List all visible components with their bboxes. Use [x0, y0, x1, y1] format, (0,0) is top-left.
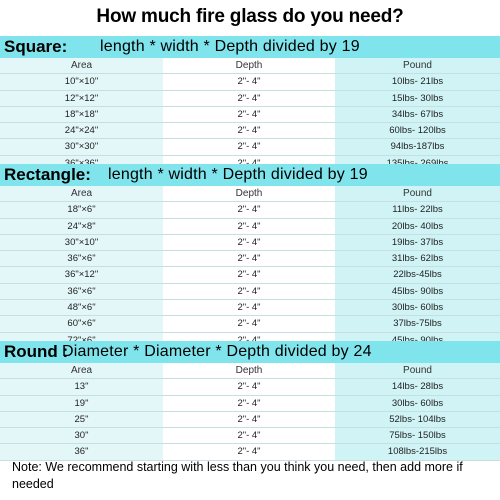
section-formula: length * width * Depth divided by 19 — [108, 166, 368, 183]
pound-cell: 15lbs- 30lbs — [391, 92, 444, 104]
rectangle-section-header — [0, 164, 500, 186]
column-header: Depth — [235, 188, 263, 199]
table-row — [0, 139, 500, 155]
depth-cell: 2"- 4" — [237, 285, 261, 297]
depth-cell: 2"- 4" — [237, 269, 261, 281]
area-cell: 19" — [74, 397, 89, 409]
pound-cell: 94lbs-187lbs — [390, 141, 445, 153]
area-cell: 48"×6" — [67, 302, 96, 314]
table-row — [0, 107, 500, 123]
depth-cell: 2"- 4" — [237, 302, 261, 314]
pound-cell: 22lbs-45lbs — [393, 269, 442, 281]
depth-cell: 2"- 4" — [237, 381, 261, 393]
pound-cell: 108lbs-215lbs — [387, 446, 448, 458]
area-cell: 24"×24" — [64, 125, 99, 137]
pound-cell: 45lbs- 90lbs — [391, 285, 444, 297]
column-header: Area — [70, 188, 93, 199]
section-formula: Diameter * Diameter * Depth divided by 24 — [62, 343, 372, 360]
pound-cell: 60lbs- 120lbs — [389, 125, 446, 137]
depth-cell: 2"- 4" — [237, 397, 261, 409]
table-row — [0, 219, 500, 235]
section-name: Rectangle: — [4, 165, 91, 184]
table-row — [0, 412, 500, 428]
table-row — [0, 284, 500, 300]
depth-cell: 2"- 4" — [237, 253, 261, 265]
pound-cell: 20lbs- 40lbs — [391, 220, 444, 232]
page-title: How much fire glass do you need? — [96, 6, 404, 27]
table-row — [0, 396, 500, 412]
rectangle-table — [0, 186, 500, 349]
section-name: Round : — [4, 342, 69, 361]
pound-cell: 37lbs-75lbs — [393, 318, 442, 330]
round-table — [0, 363, 500, 461]
pound-cell: 52lbs- 104lbs — [389, 413, 446, 425]
pound-cell: 30lbs- 60lbs — [391, 397, 444, 409]
depth-cell: 2"- 4" — [237, 76, 261, 88]
area-cell: 36" — [74, 446, 89, 458]
table-row — [0, 251, 500, 267]
pound-cell: 75lbs- 150lbs — [389, 430, 446, 442]
table-row — [0, 428, 500, 444]
depth-cell: 2"- 4" — [237, 318, 261, 330]
depth-cell: 2"- 4" — [237, 204, 261, 216]
column-header: Depth — [235, 365, 263, 376]
depth-cell: 2"- 4" — [237, 220, 261, 232]
pound-cell: 30lbs- 60lbs — [391, 302, 444, 314]
area-cell: 30"×30" — [64, 141, 99, 153]
table-row — [0, 235, 500, 251]
depth-cell: 2"- 4" — [237, 141, 261, 153]
square-section-header — [0, 36, 500, 58]
square-table — [0, 58, 500, 172]
pound-cell: 10lbs- 21lbs — [391, 76, 444, 88]
depth-cell: 2"- 4" — [237, 92, 261, 104]
column-header: Pound — [403, 60, 432, 71]
pound-cell: 14lbs- 28lbs — [391, 381, 444, 393]
round-section-header — [0, 341, 500, 363]
pound-cell: 34lbs- 67lbs — [391, 108, 444, 120]
section-name: Square: — [4, 37, 68, 56]
recommendation-note: Note: We recommend starting with less than you think you need, then add more if needed — [12, 460, 463, 491]
pound-cell: 31lbs- 62lbs — [391, 253, 444, 265]
table-row — [0, 267, 500, 283]
area-cell: 12"×12" — [64, 92, 99, 104]
table-row — [0, 300, 500, 316]
table-header-row — [0, 363, 500, 379]
area-cell: 13" — [74, 381, 89, 393]
pound-cell: 11lbs- 22lbs — [392, 204, 443, 216]
section-formula: length * width * Depth divided by 19 — [100, 38, 360, 55]
area-cell: 10"×10" — [64, 76, 99, 88]
table-row — [0, 379, 500, 395]
area-cell: 18"×6" — [67, 204, 96, 216]
column-header: Area — [70, 365, 93, 376]
depth-cell: 2"- 4" — [237, 430, 261, 442]
column-header: Pound — [403, 365, 432, 376]
table-header-row — [0, 58, 500, 74]
table-row — [0, 123, 500, 139]
depth-cell: 2"- 4" — [237, 446, 261, 458]
column-header: Depth — [235, 60, 263, 71]
depth-cell: 2"- 4" — [237, 413, 261, 425]
depth-cell: 2"- 4" — [237, 108, 261, 120]
table-row — [0, 202, 500, 218]
column-header: Area — [70, 60, 93, 71]
area-cell: 36"×6" — [67, 285, 96, 297]
area-cell: 18"×18" — [64, 108, 99, 120]
depth-cell: 2"- 4" — [237, 125, 261, 137]
area-cell: 36"×12" — [64, 269, 99, 281]
table-row — [0, 91, 500, 107]
table-row — [0, 316, 500, 332]
area-cell: 25" — [74, 413, 89, 425]
area-cell: 30" — [74, 430, 89, 442]
depth-cell: 2"- 4" — [237, 236, 261, 248]
area-cell: 24"×8" — [67, 220, 96, 232]
area-cell: 30"×10" — [64, 236, 99, 248]
column-header: Pound — [403, 188, 432, 199]
area-cell: 36"×6" — [67, 253, 96, 265]
table-header-row — [0, 186, 500, 202]
pound-cell: 19lbs- 37lbs — [391, 236, 444, 248]
area-cell: 60"×6" — [67, 318, 96, 330]
table-row — [0, 74, 500, 90]
